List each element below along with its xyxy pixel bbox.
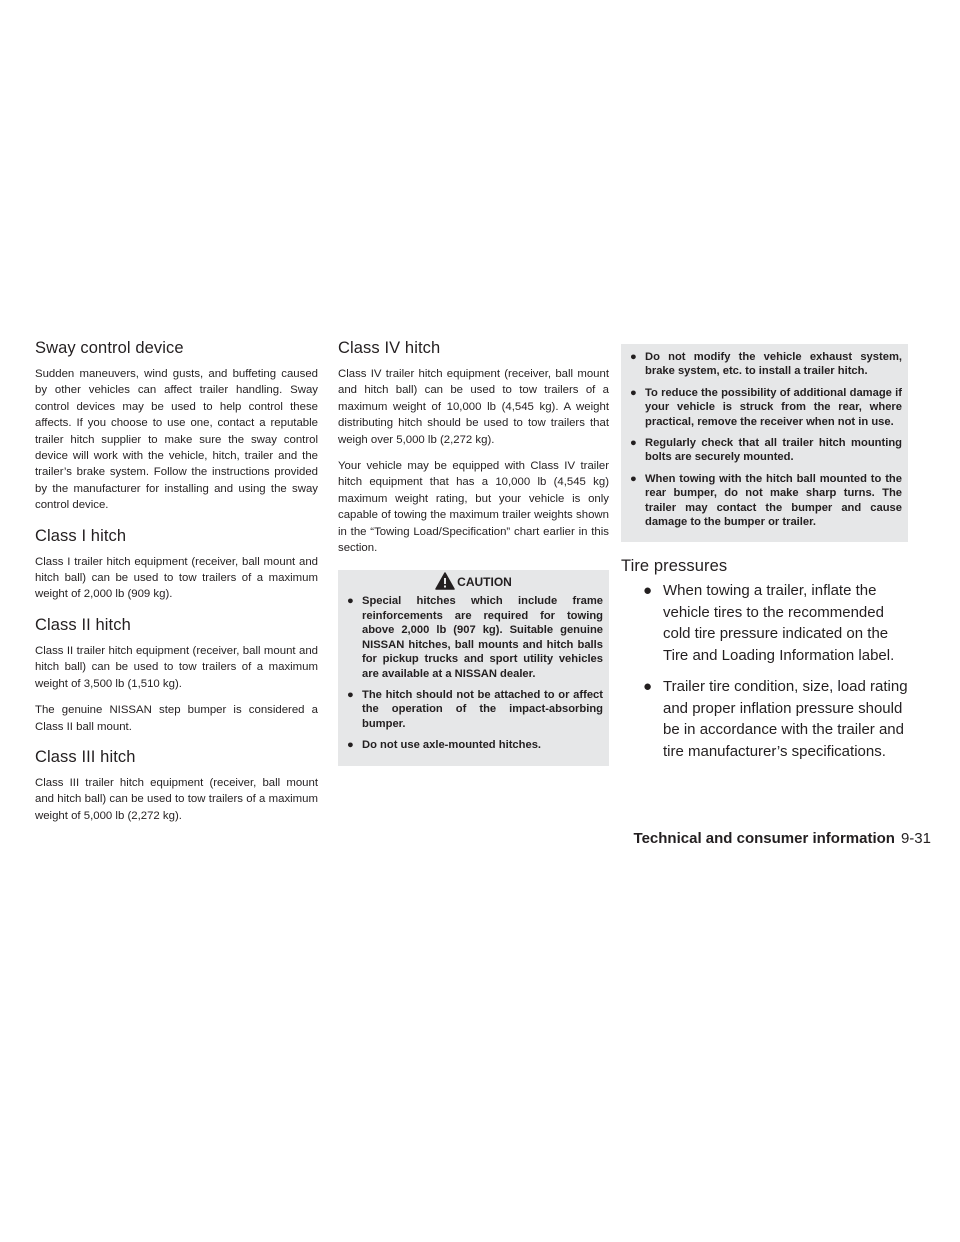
bullet-icon: ● [347, 739, 354, 752]
caution-list-right [627, 350, 902, 529]
column-right [621, 344, 908, 772]
class2-note: The genuine NISSAN step bumper is considered a Class II ball mount. [35, 704, 318, 733]
page-footer [634, 830, 931, 847]
bullet-icon: ● [643, 678, 653, 696]
bullet-icon: ● [630, 386, 637, 399]
column-middle [338, 338, 609, 766]
bullet-icon: ● [630, 351, 637, 363]
class2-heading: Class II hitch [35, 615, 131, 634]
warning-triangle-icon [435, 572, 455, 590]
caution-box-continued [621, 344, 908, 542]
class4-body2: Your vehicle may be equipped with Class IV trailer hitch equipment that has a 10,000 lb (4,545 kg) maximum weight rating, but your vehicle is only capable of towing the maximum trailer weights shown in the “Towing Load/Specification” chart earlier in this section. [338, 460, 609, 555]
bullet-icon: ● [630, 472, 637, 485]
list-item: ● Do not modify the vehicle exhaust system, brake system, etc. to install a trailer hitch. [630, 351, 902, 378]
caution-box [338, 570, 609, 765]
list-item: ● When towing a trailer, inflate the vehicle tires to the recommended cold tire pressure indicated on the Tire and Loading Information label. [643, 582, 895, 664]
sway-body: Sudden maneuvers, wind gusts, and buffeting caused by other vehicles can affect trailer handling. Sway control devices may be used to help control these affects. If you choose to use one, contact a reputable trailer hitch supplier to make sure the sway control device will work with the vehicle, hitch, trailer and the trailer’s brake system. Follow the instructions provided by the manufacturer for installing and using the sway control device. [35, 368, 318, 512]
class2-body: Class II trailer hitch equipment (receiver, ball mount and hitch ball) can be used to tow trailers of a maximum weight of 3,500 lb (1,510 kg). [35, 644, 318, 690]
caution-title: CAUTION [457, 575, 512, 590]
class4-body: Class IV trailer hitch equipment (receiver, ball mount and hitch ball) can be used to tow trailers of a maximum weight of 10,000 lb (4,545 kg). A weight distributing hitch should be used to tow trailers that weigh over 5,000 lb (2,272 kg). [338, 368, 609, 446]
column-left [35, 338, 318, 834]
bullet-icon: ● [347, 595, 354, 608]
list-item: ● Do not use axle-mounted hitches. [347, 739, 542, 752]
list-item: ● The hitch should not be attached to or affect the operation of the impact-absorbing bumper. [347, 688, 603, 730]
caution-header [344, 572, 603, 592]
class1-heading: Class I hitch [35, 526, 127, 545]
bullet-icon: ● [643, 582, 653, 600]
sway-heading: Sway control device [35, 339, 184, 357]
caution-list-middle [344, 594, 603, 752]
class1-body: Class I trailer hitch equipment (receiver, ball mount and hitch ball) can be used to tow trailers of a maximum weight of 2,000 lb (909 kg). [35, 555, 318, 601]
list-item: ● To reduce the possibility of additional damage if your vehicle is struck from the rear, where practical, remove the receiver when not in use. [630, 386, 902, 428]
list-item: ● Trailer tire condition, size, load rating and proper inflation pressure should be in accordance with the trailer and tire manufacturer’s specifications. [643, 678, 908, 760]
class3-body: Class III trailer hitch equipment (receiver, ball mount and hitch ball) can be used to tow trailers of a maximum weight of 5,000 lb (2,272 kg). [35, 776, 318, 822]
bullet-icon: ● [630, 437, 637, 450]
tire-list [621, 580, 908, 762]
list-item: ● Special hitches which include frame reinforcements are required for towing above 2,000 lb (907 kg). Suitable genuine NISSAN hitches, ball mounts and hitch balls for pickup trucks and sport utility vehicles are available at a NISSAN dealer. [347, 595, 603, 680]
list-item: ● When towing with the hitch ball mounted to the rear bumper, do not make sharp turns. The trailer may contact the bumper and cause damage to the bumper or trailer. [630, 472, 902, 529]
bullet-icon: ● [347, 688, 354, 701]
list-item: ● Regularly check that all trailer hitch mounting bolts are securely mounted. [630, 437, 902, 464]
tire-heading: Tire pressures [621, 557, 728, 576]
footer-section-title: Technical and consumer information [633, 830, 895, 847]
class3-heading: Class III hitch [35, 747, 136, 766]
class4-heading: Class IV hitch [338, 339, 441, 357]
page-number: 9-31 [900, 830, 931, 847]
